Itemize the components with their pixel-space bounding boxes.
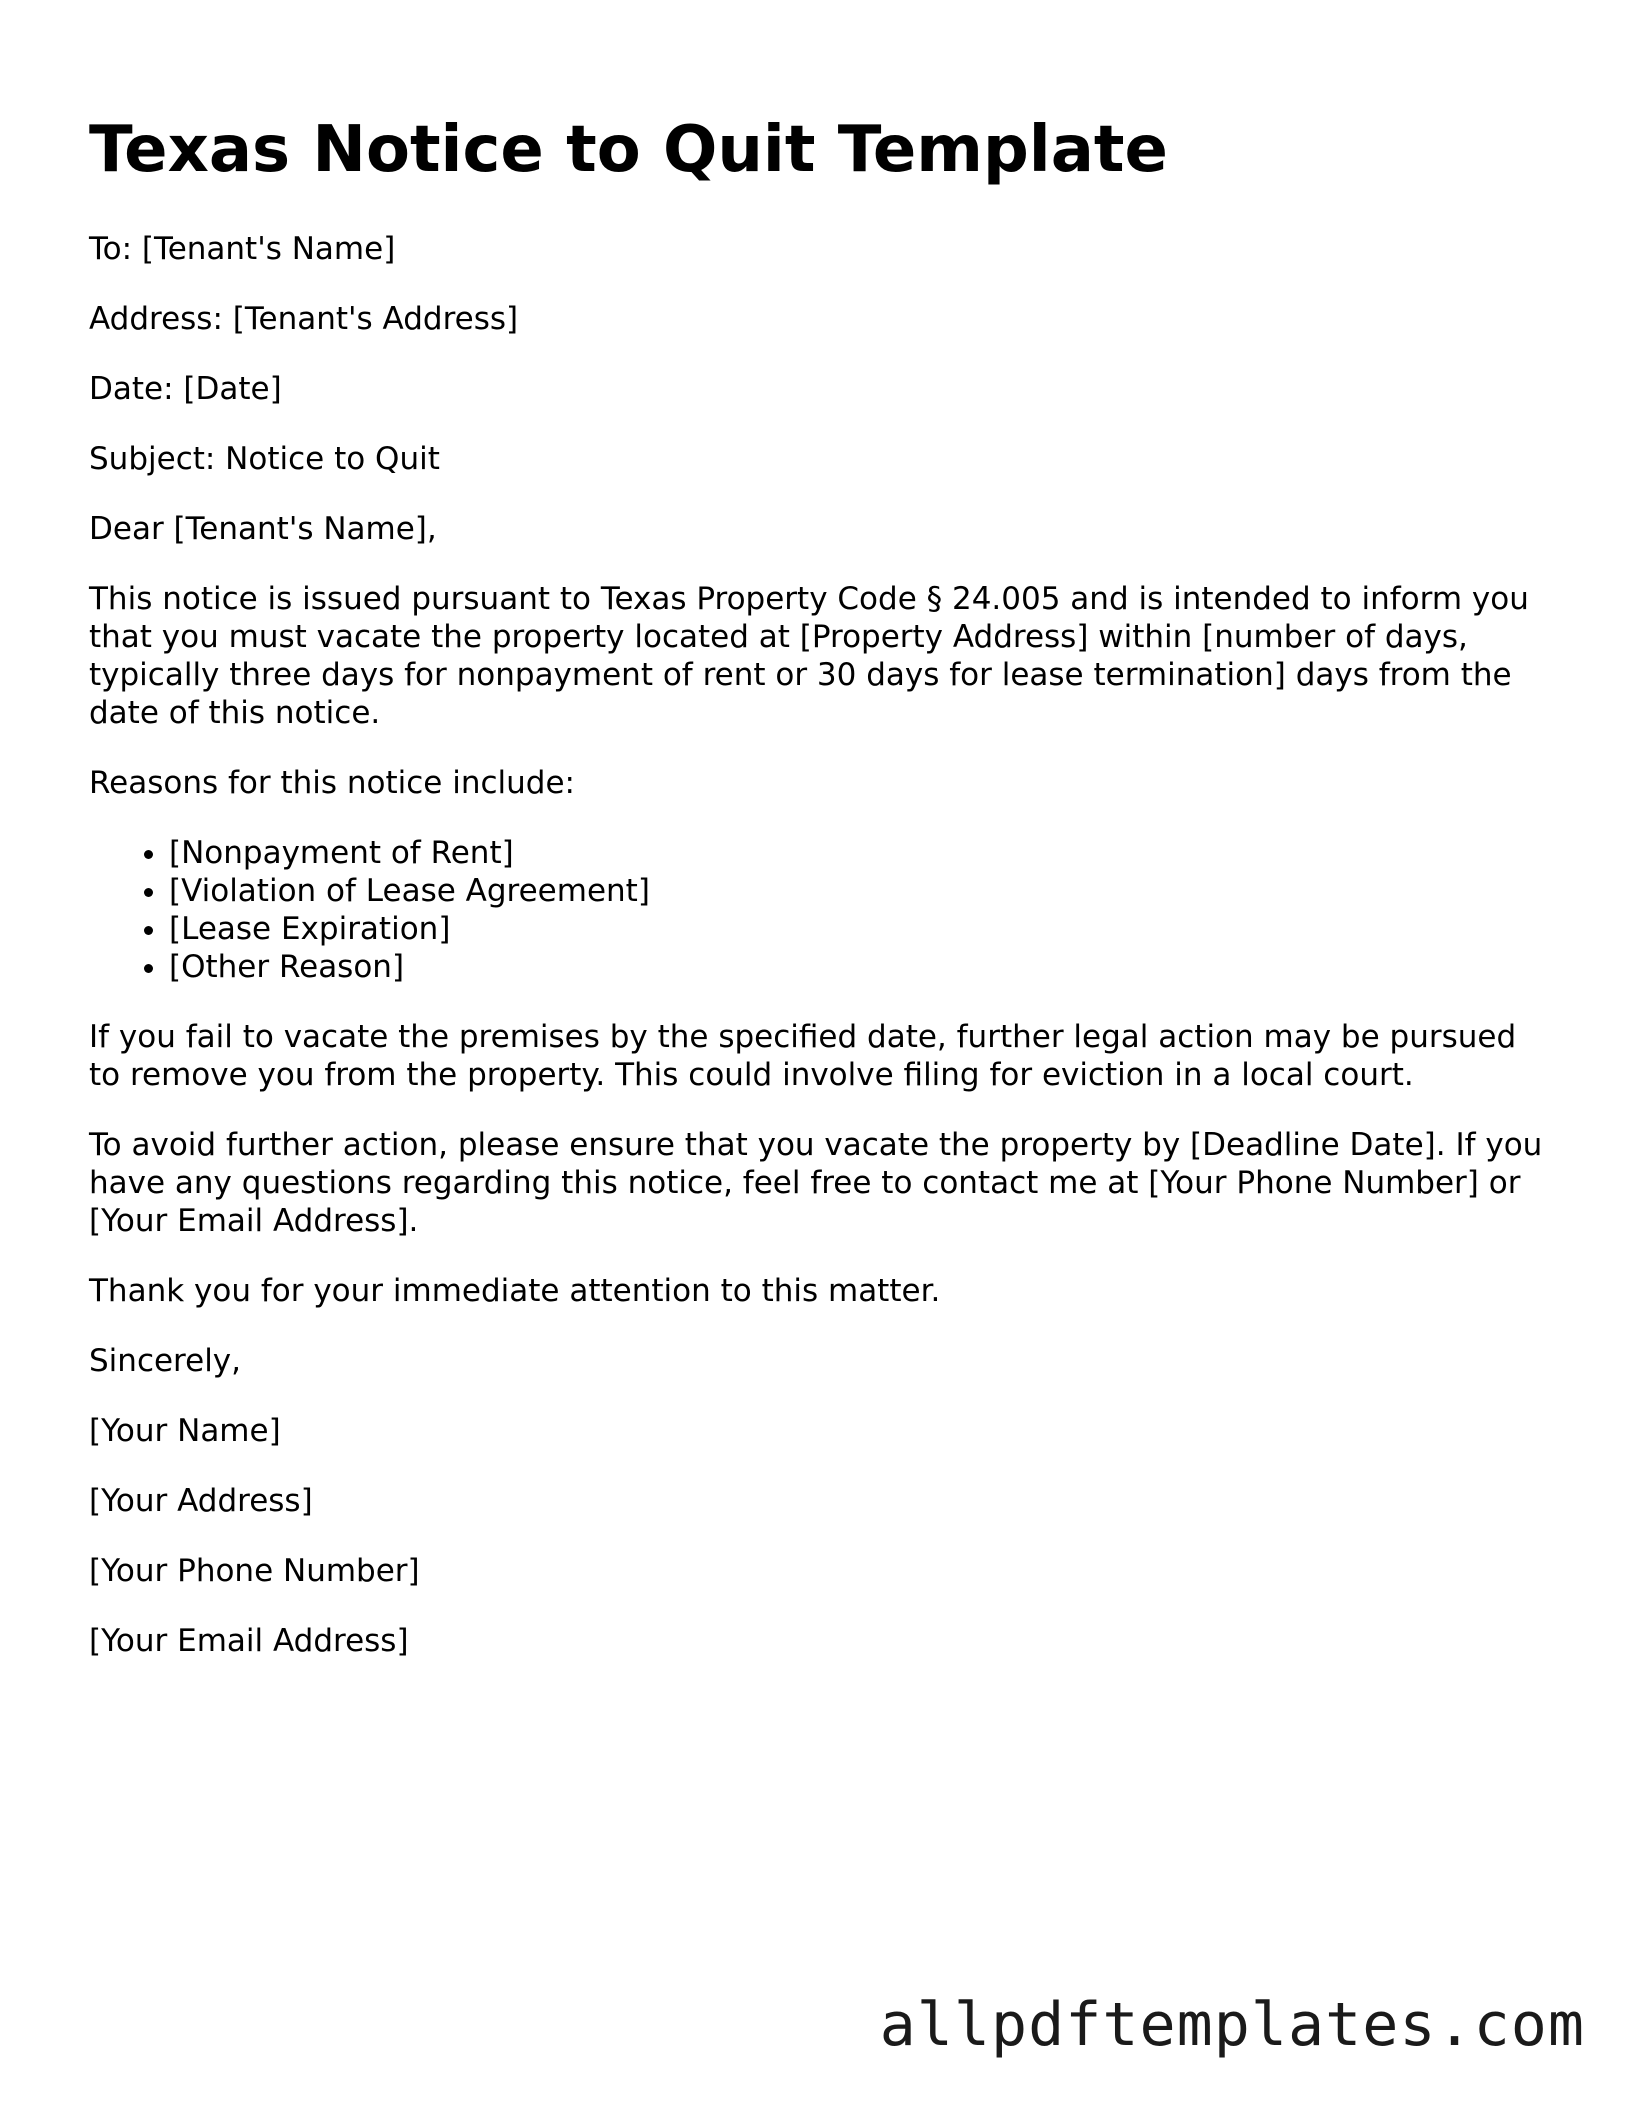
subject-line: Subject: Notice to Quit xyxy=(89,441,440,477)
contact-paragraph: To avoid further action, please ensure that you vacate the property by [Deadline Date]. If you have any questions regarding this notice, feel free to contact me at [Your Phone Number] or [Your Email Address]. xyxy=(89,1127,1543,1239)
date-line: Date: [Date] xyxy=(89,371,282,407)
reasons-list xyxy=(89,834,1549,986)
signature-phone: [Your Phone Number] xyxy=(89,1553,420,1589)
list-item: • [Lease Expiration] xyxy=(169,910,1549,948)
thanks-line: Thank you for your immediate attention to this matter. xyxy=(89,1273,941,1309)
reasons-heading: Reasons for this notice include: xyxy=(89,765,575,801)
consequence-paragraph: If you fail to vacate the premises by the specified date, further legal action may be pursued to remove you from the property. This could involve filing for eviction in a local court. xyxy=(89,1019,1517,1093)
signature-name: [Your Name] xyxy=(89,1413,281,1449)
intro-paragraph: This notice is issued pursuant to Texas Property Code § 24.005 and is intended to inform you that you must vacate the property located at [Property Address] within [number of days, typically three days for nonpayment of rent or 30 days for lease termination] days from the date of this notice. xyxy=(89,581,1529,731)
list-item: • [Violation of Lease Agreement] xyxy=(169,872,1549,910)
page-title: Texas Notice to Quit Template xyxy=(89,113,1168,187)
signature-address: [Your Address] xyxy=(89,1483,313,1519)
list-item: • [Nonpayment of Rent] xyxy=(169,834,1549,872)
watermark: allpdftemplates.com xyxy=(879,1990,1585,2060)
document-page xyxy=(89,110,1549,1692)
list-item: • [Other Reason] xyxy=(169,948,1549,986)
signature-email: [Your Email Address] xyxy=(89,1623,409,1659)
to-line: To: [Tenant's Name] xyxy=(89,231,396,267)
address-line: Address: [Tenant's Address] xyxy=(89,301,519,337)
closing: Sincerely, xyxy=(89,1343,242,1379)
salutation: Dear [Tenant's Name], xyxy=(89,511,437,547)
